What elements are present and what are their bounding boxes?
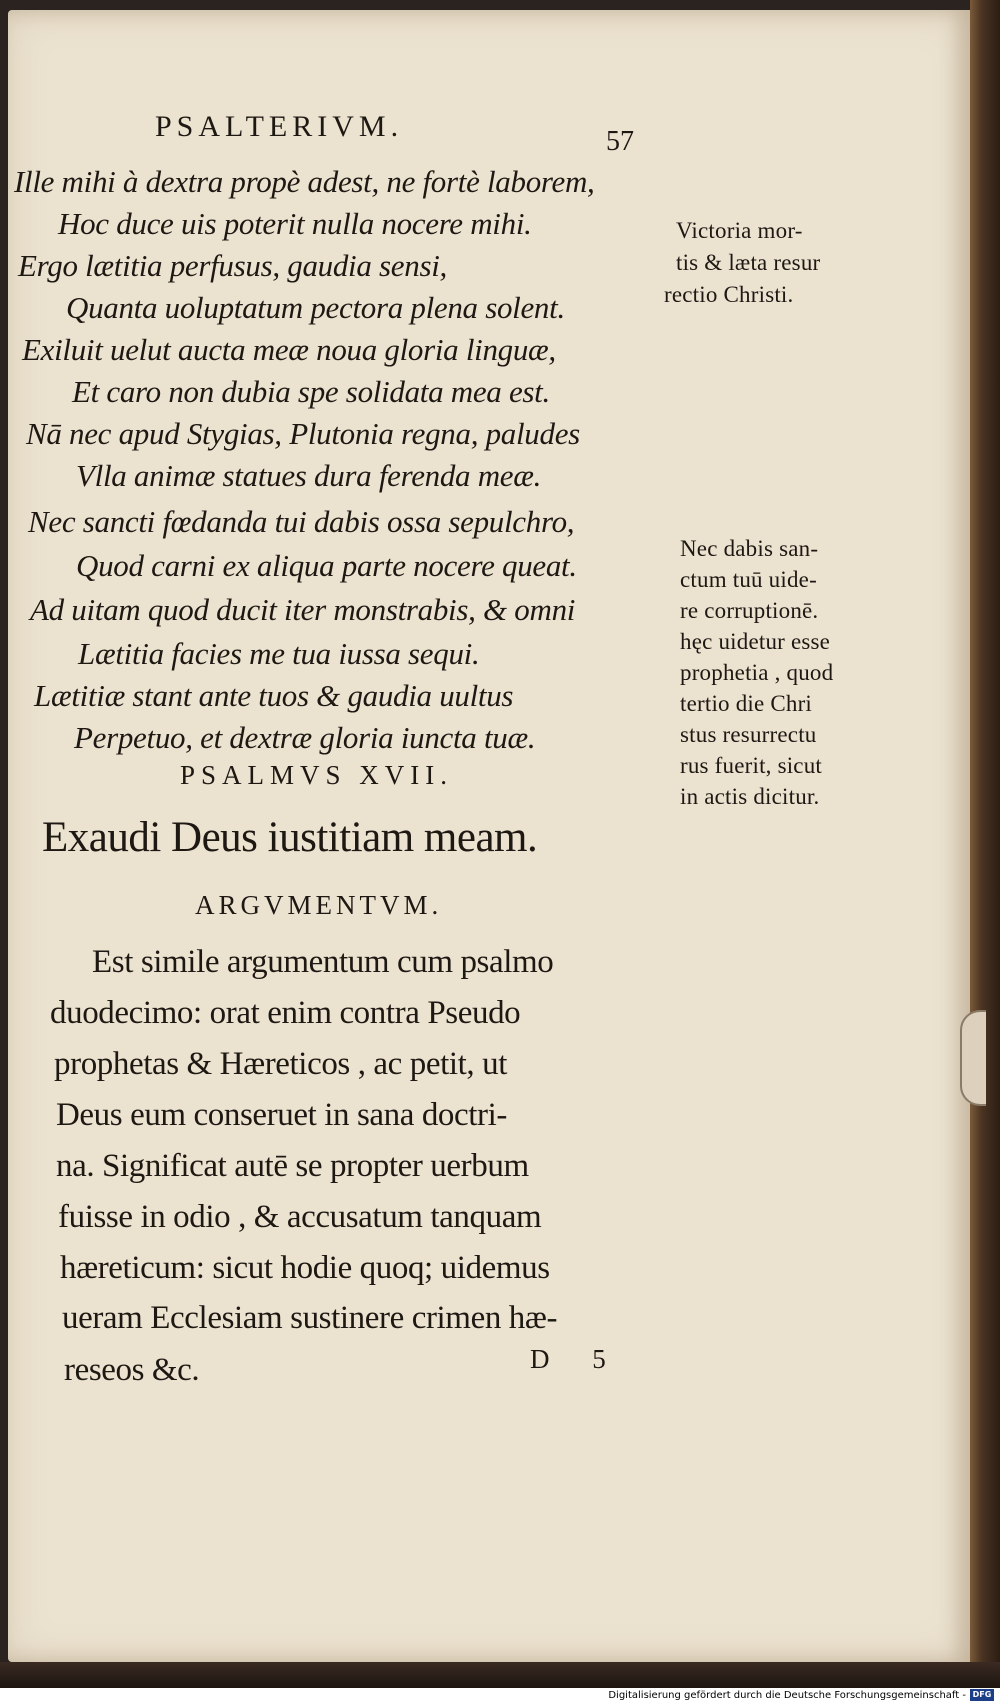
verse-line: Nā nec apud Stygias, Plutonia regna, paludes [26,416,580,451]
psalm-heading: PSALMVS XVII. [180,760,454,790]
argument-heading: ARGVMENTVM. [195,890,443,920]
verse-line: Quanta uoluptatum pectora plena solent. [66,290,565,325]
verse-line: Lætitia facies me tua iussa sequi. [78,636,480,671]
page-number: 57 [606,126,634,157]
verse-line: Lætitiæ stant ante tuos & gaudia uultus [34,678,514,713]
margin-note-line: tis & læta resur [676,250,821,275]
argument-line: ueram Ecclesiam sustinere crimen hæ- [62,1300,558,1336]
book-spine [970,0,1000,1670]
margin-note-line: stus resurrectu [680,722,817,747]
argument-line: duodecimo: orat enim contra Pseudo [50,995,521,1031]
argument-line: prophetas & Hæreticos , ac petit, ut [54,1046,507,1082]
margin-note-line: ctum tuū uide- [680,567,817,592]
verse-line: Exiluit uelut aucta meæ noua gloria linguæ, [22,332,556,367]
margin-note-line: Nec dabis san- [680,536,819,561]
verse-line: Ad uitam quod ducit iter monstrabis, & omni [30,592,576,627]
verse-line: Ergo lætitia perfusus, gaudia sensi, [18,248,447,283]
running-head: PSALTERIVM. [155,110,404,143]
argument-line: Est simile argumentum cum psalmo [92,944,554,980]
verse-line: Vlla animæ statues dura ferenda meæ. [76,458,542,493]
verse-line: Et caro non dubia spe solidata mea est. [72,374,550,409]
margin-note-line: Victoria mor- [676,218,803,243]
dfg-logo: DFG [970,1689,994,1701]
margin-note-line: rectio Christi. [664,282,794,307]
scan-bottom-edge [0,1662,1000,1688]
verse-line: Perpetuo, et dextræ gloria iuncta tuæ. [74,720,536,755]
margin-note-line: tertio die Chri [680,691,813,716]
digitization-credit: Digitalisierung gefördert durch die Deutsche Forschungsgemeinschaft - [608,1690,966,1701]
argument-line: reseos &c. [64,1352,200,1388]
margin-note-line: hęc uidetur esse [680,629,831,654]
argument-line: Deus eum conseruet in sana doctri- [56,1097,507,1133]
margin-note-line: re corruptionē. [680,598,819,623]
argument-line: na. Significat autē se propter uerbum [56,1148,529,1184]
margin-note-line: in actis dicitur. [680,784,820,809]
psalm-incipit: Exaudi Deus iustitiam meam. [42,814,538,861]
argument-line: fuisse in odio , & accusatum tanquam [58,1199,542,1235]
verse-line: Ille mihi à dextra propè adest, ne fortè laborem, [14,164,595,199]
page-tab [960,1010,986,1106]
signature-mark: D 5 [530,1344,624,1374]
verse-line: Quod carni ex aliqua parte nocere queat. [76,548,577,583]
margin-note-line: rus fuerit, sicut [680,753,823,778]
argument-line: hæreticum: sicut hodie quoq; uidemus [60,1250,550,1286]
verse-line: Hoc duce uis poterit nulla nocere mihi. [58,206,532,241]
margin-note-line: prophetia , quod [680,660,834,685]
verse-line: Nec sancti fœdanda tui dabis ossa sepulchro, [28,504,575,539]
